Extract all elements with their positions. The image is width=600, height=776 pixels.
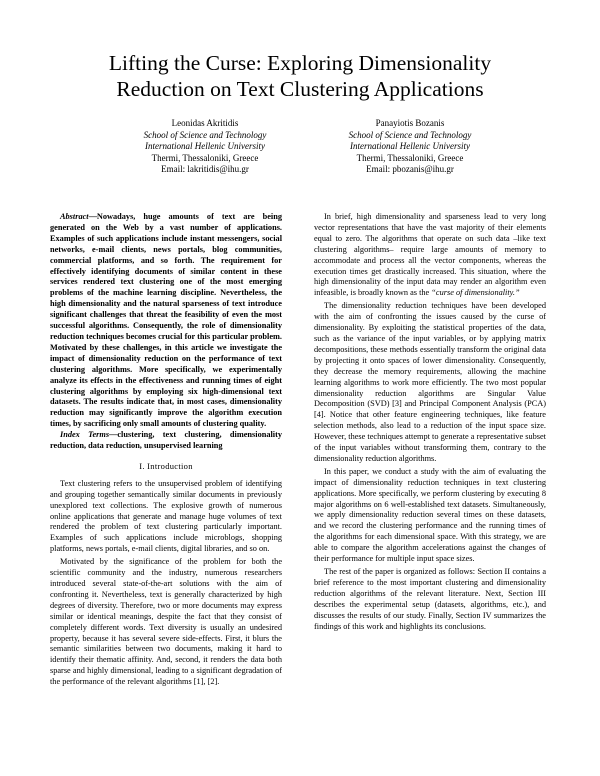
author-school: School of Science and Technology xyxy=(143,129,267,140)
title-line-2: Reduction on Text Clustering Applications xyxy=(116,77,484,101)
body-paragraph: Text clustering refers to the unsupervised problem of identifying and grouping together semantically similar documents in previously unexplored text collections. The explosive growth of numerous online applications that generate and manage huge volumes of text rendered the problem of text clustering particularly important. Examples of such applications include microblogs, shopping platforms, news portals, e-mail clients, digital libraries, and so on. xyxy=(50,478,282,554)
author-university: International Hellenic University xyxy=(350,141,470,151)
author-email: Email: lakritidis@ihu.gr xyxy=(161,164,249,174)
body-paragraph xyxy=(314,212,546,299)
author-location: Thermi, Thessaloniki, Greece xyxy=(151,152,259,163)
body-paragraph: The rest of the paper is organized as follows: Section II contains a brief reference to the most important clustering and dimensionality reduction algorithms of the relevant literature. Next, Section III describes the experimental setup (datasets, algorithms, etc.), and discusses the results of our study. Finally, Section IV summarizes the findings of this work and highlights its conclusions. xyxy=(314,567,546,631)
abstract-label: Abstract xyxy=(60,212,89,221)
abstract xyxy=(50,212,282,430)
body-paragraph: In this paper, we conduct a study with the aim of evaluating the impact of dimensionality reduction techniques in text clustering applications. More specifically, we perform clustering by executing 8 major algorithms on 6 well-established text datasets. Simultaneously, we apply dimensionality reduction several times on these datasets, and we record the clustering performance and the running times of the algorithms for each dimensional space. With this strategy, we are able to compare the algorithm accelerations against the changes of their performance for multiple input space sizes. xyxy=(314,466,546,564)
right-column xyxy=(314,212,546,632)
left-column xyxy=(50,212,282,688)
author-location: Thermi, Thessaloniki, Greece xyxy=(356,152,464,163)
index-terms xyxy=(50,430,282,452)
title-line-1: Lifting the Curse: Exploring Dimensionality xyxy=(108,51,492,75)
author-block-2 xyxy=(300,118,520,176)
author-name: Leonidas Akritidis xyxy=(171,118,239,128)
author-university: International Hellenic University xyxy=(145,141,265,151)
body-paragraph: Motivated by the significance of the problem for both the scientific community and the industry, numerous researchers introduced several state-of-the-art solutions with the aim of confronting it. Nevertheless, text is generally characterized by high degrees of diversity. Therefore, two or more documents may express similar or identical meanings, despite the fact that they consist of completely different words. Text diversity is usually an undesired property, because it has several severe side-effects. First, it blurs the semantic similarities between two documents, making it hard to identify their thematic affinity. And, second, it renders the data both sparse and highly dimensional, leading to a significant degradation of the performance of the relevant algorithms [1], [2]. xyxy=(50,557,282,687)
abstract-text: —Nowadays, huge amounts of text are being generated on the Web by a vast number of applications. Examples of such applications include instant messengers, social networks, e-mail clients, news portals, blog communities, commercial platforms, and so forth. The requirement for effectively identifying documents of similar content in these services rendered text clustering one of the most emerging problems of the machine learning discipline. Nevertheless, the high dimensionality and the natural sparseness of text introduce significant challenges that threat the feasibility of even the most successful algorithms. Consequently, the role of dimensionality reduction techniques becomes crucial for this particular problem. Motivated by these challenges, in this article we investigate the impact of dimensionality reduction on the performance of text clustering algorithms. More specifically, we experimentally analyze its effects in the effectiveness and running times of eight clustering algorithms by employing six high-dimensional text datasets. The results indicate that, in most cases, dimensionality reduction may significantly improve the algorithm execution times, by sacrificing only small amounts of clustering quality. xyxy=(50,212,282,429)
paper-title xyxy=(60,50,540,102)
index-terms-label: Index Terms xyxy=(60,430,110,440)
author-block-1 xyxy=(95,118,315,176)
section-heading-introduction: I. Introduction xyxy=(139,460,193,471)
paragraph-text: In brief, high dimensionality and sparseness lead to very long vector representations that have the vast majority of their elements equal to zero. The algorithms that operate on such data –like text clustering algorithms– require large amounts of memory to accommodate and process all the vector components, whereas the execution times get drastically increased. This situation, where the high dimensionality of the input data may render an algorithm even infeasible, is broadly known as the xyxy=(314,212,546,298)
index-terms-text: —clustering, text clustering, dimensionality reduction, data reduction, unsupervised learning xyxy=(50,430,282,451)
author-name: Panayiotis Bozanis xyxy=(375,118,445,128)
body-paragraph: The dimensionality reduction techniques have been developed with the aim of confronting the issues caused by the curse of dimensionality. By exploiting the statistical properties of the data, such as the variance of the input variables, or by applying matrix decompositions, these methods essentially transform the original data by projecting it onto spaces of lower dimensionality. Consequently, they decrease the memory requirements, allowing the machine learning algorithms to work more efficiently. The two most popular dimensionality reduction algorithms are Singular Value Decomposition (SVD) [3] and Principal Component Analysis (PCA) [4]. Notice that other feature engineering techniques, like feature selection methods, also lead to a reduction of the input space size. However, these techniques attempt to generate a representative subset of the input variables without transforming them, contrary to the dimensionality reduction algorithms. xyxy=(314,301,546,463)
author-email: Email: pbozanis@ihu.gr xyxy=(366,164,454,174)
curse-quote: “curse of dimensionality.” xyxy=(431,288,520,298)
author-school: School of Science and Technology xyxy=(348,129,472,140)
